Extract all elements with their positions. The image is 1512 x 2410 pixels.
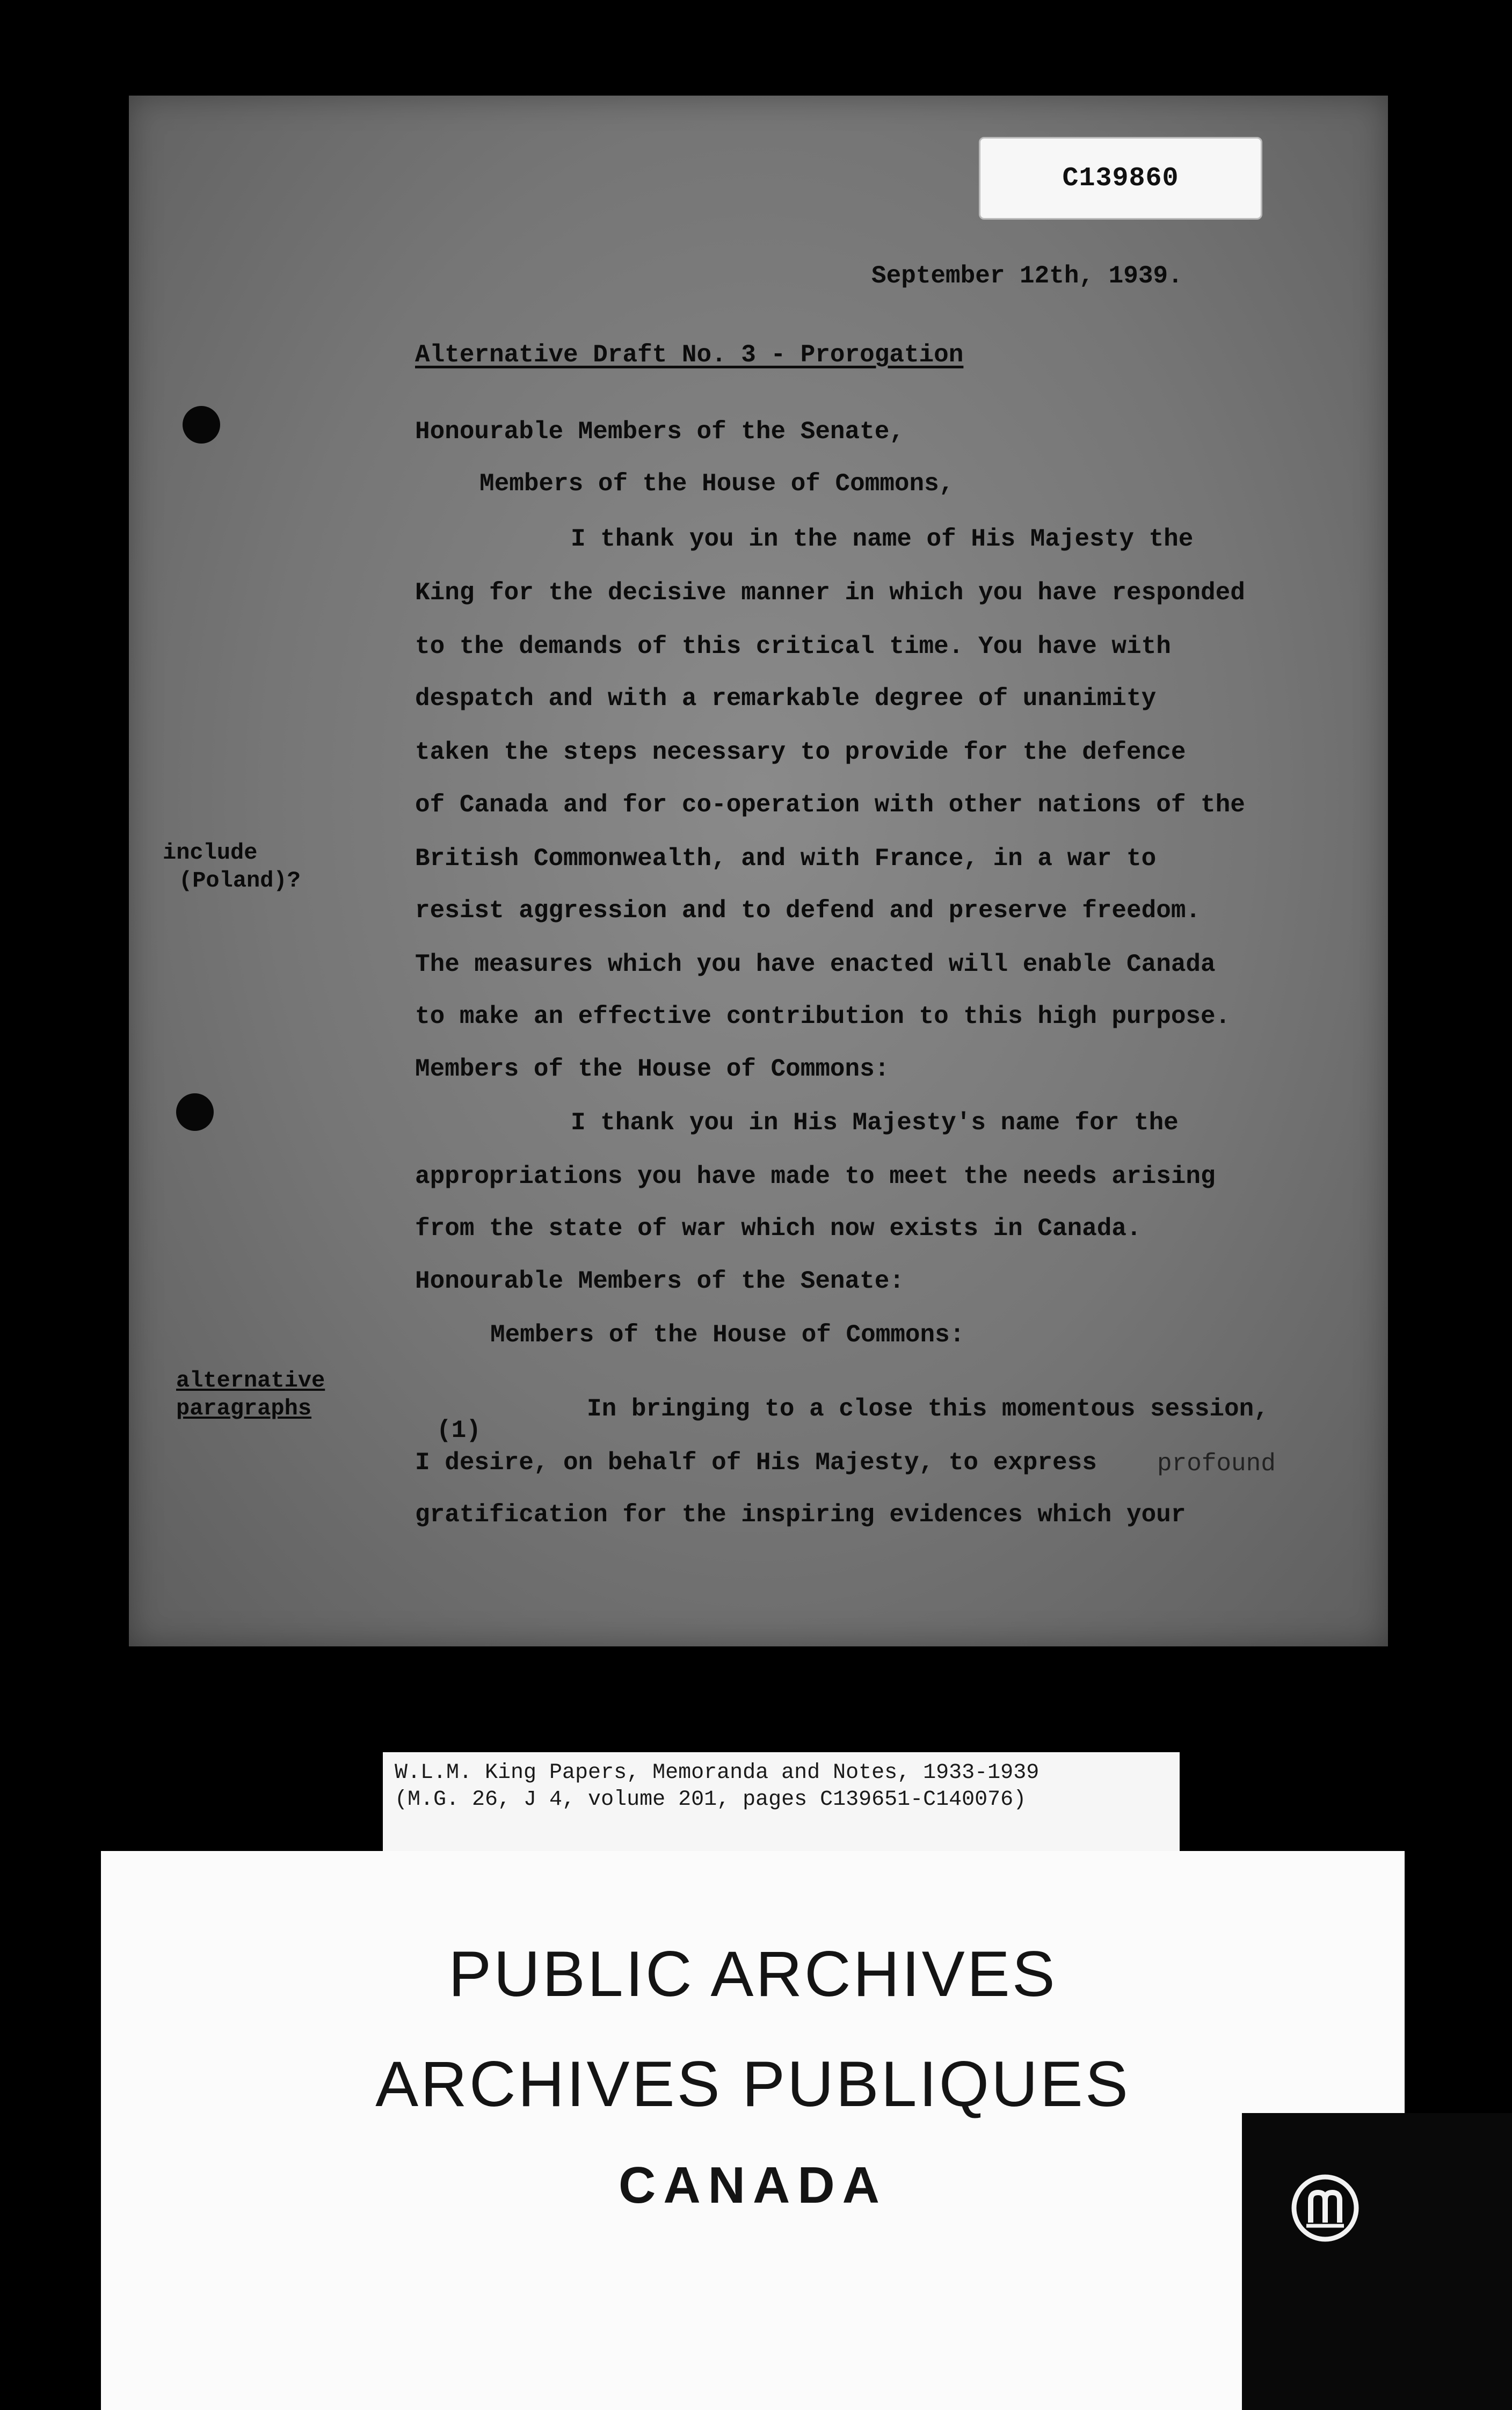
reference-number-label: C139860: [979, 137, 1262, 220]
body-line: Members of the House of Commons:: [490, 1321, 965, 1349]
logo-block: [1242, 2113, 1512, 2410]
margin-note-alternative: [176, 1367, 325, 1422]
archives-line-french: ARCHIVES PUBLIQUES: [375, 2048, 1130, 2120]
body-line: to make an effective contribution to this high purpose.: [415, 1003, 1231, 1030]
citation-line2: (M.G. 26, J 4, volume 201, pages C139651-C140076): [395, 1788, 1027, 1812]
body-line: Honourable Members of the Senate:: [415, 1267, 904, 1295]
body-line: In bringing to a close this momentous session,: [587, 1395, 1269, 1423]
document-heading: Alternative Draft No. 3 - Prorogation: [415, 341, 964, 369]
margin-note-include: [163, 839, 301, 895]
body-line: gratification for the inspiring evidences which your: [415, 1501, 1186, 1529]
body-line: from the state of war which now exists in Canada.: [415, 1215, 1142, 1243]
body-line: appropriations you have made to meet the needs arising: [415, 1163, 1216, 1191]
body-line: Members of the House of Commons:: [415, 1055, 890, 1083]
body-line: to the demands of this critical time. You have with: [415, 633, 1171, 660]
citation-label: [383, 1752, 1180, 1855]
archives-card: [101, 1851, 1405, 2410]
margin-note-include-line2: (Poland)?: [179, 868, 301, 894]
body-line: I thank you in the name of His Majesty the: [571, 525, 1194, 553]
citation-line1: W.L.M. King Papers, Memoranda and Notes, 1933-1939: [395, 1761, 1040, 1785]
margin-note-include-line1: include: [163, 840, 258, 866]
margin-note-alt-line2: paragraphs: [176, 1396, 312, 1421]
archives-line-english: PUBLIC ARCHIVES: [448, 1938, 1057, 2010]
salutation-senate: Honourable Members of the Senate,: [415, 418, 904, 446]
body-line: of Canada and for co-operation with other nations of the: [415, 791, 1245, 819]
body-line: King for the decisive manner in which you have responded: [415, 579, 1245, 607]
archives-line-country: CANADA: [619, 2157, 887, 2214]
salutation-commons: Members of the House of Commons,: [479, 470, 954, 498]
document-date: September 12th, 1939.: [871, 262, 1183, 290]
body-line: The measures which you have enacted will enable Canada: [415, 950, 1216, 978]
inserted-word: profound: [1157, 1450, 1276, 1478]
body-line: taken the steps necessary to provide for the defence: [415, 738, 1186, 766]
body-line: British Commonwealth, and with France, in a war to: [415, 845, 1157, 873]
body-line: I thank you in His Majesty's name for the: [571, 1109, 1179, 1137]
paragraph-marker: (1): [437, 1417, 481, 1444]
margin-note-alt-line1: alternative: [176, 1368, 325, 1393]
body-line: despatch and with a remarkable degree of unanimity: [415, 685, 1157, 713]
body-line: I desire, on behalf of His Majesty, to express: [415, 1449, 1097, 1477]
punch-hole-bottom: [176, 1093, 214, 1131]
punch-hole-top: [183, 406, 220, 444]
archives-logo-icon: [1290, 2173, 1360, 2243]
body-line: resist aggression and to defend and preserve freedom.: [415, 897, 1201, 925]
